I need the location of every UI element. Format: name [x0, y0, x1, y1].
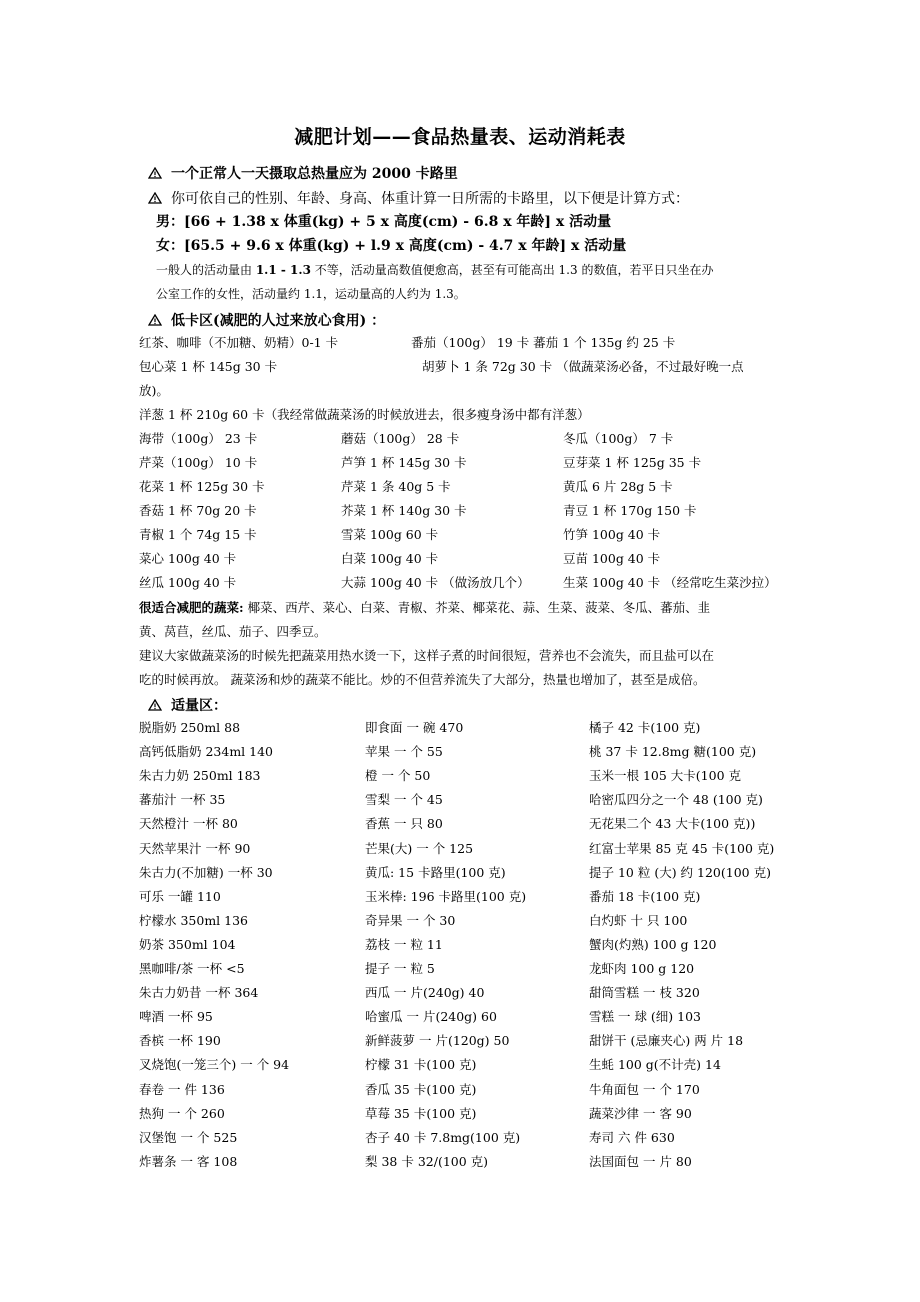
low-cal-item: 冬瓜（100g） 7 卡: [563, 431, 674, 446]
moderate-food-row: [0, 1104, 920, 1128]
moderate-food-item: 蟹肉(灼熟) 100 g 120: [589, 937, 717, 952]
moderate-food-item: 荔枝 一 粒 11: [365, 937, 443, 952]
moderate-food-item: 柠檬 31 卡(100 克): [365, 1057, 477, 1072]
moderate-food-row: [0, 959, 920, 983]
moderate-food-item: 草莓 35 卡(100 克): [365, 1106, 477, 1121]
moderate-food-item: 奶茶 350ml 104: [139, 937, 236, 952]
moderate-food-item: 啤酒 一杯 95: [139, 1009, 213, 1024]
soup-tip: 建议大家做蔬菜汤的时候先把蔬菜用热水烫一下，这样子煮的时间很短，营养也不会流失，而且盐可以在: [139, 648, 715, 663]
recommended-veg-label: 很适合减肥的蔬菜:: [139, 600, 244, 615]
moderate-food-item: 黑咖啡/茶 一杯 <5: [139, 961, 245, 976]
warning-triangle-icon: [148, 699, 162, 711]
low-cal-item: 白菜 100g 40 卡: [341, 551, 439, 566]
moderate-food-item: 梨 38 卡 32/(100 克): [365, 1154, 489, 1169]
low-cal-row: [0, 477, 920, 501]
low-cal-row: [0, 501, 920, 525]
moderate-food-item: 玉米一根 105 大卡(100 克: [589, 768, 742, 783]
moderate-food-item: 无花果二个 43 大卡(100 克)): [589, 816, 756, 831]
moderate-food-item: 甜筒雪糕 一 枝 320: [589, 985, 700, 1000]
moderate-food-row: [0, 983, 920, 1007]
moderate-food-row: [0, 935, 920, 959]
moderate-food-item: 香蕉 一 只 80: [365, 816, 443, 831]
moderate-food-item: 龙虾肉 100 g 120: [589, 961, 695, 976]
activity-note-text: 不等，活动量高数值便愈高，甚至有可能高出 1.3 的数值，若平日只坐在办: [310, 263, 714, 277]
low-cal-row: [0, 573, 920, 597]
low-cal-item: 芹菜 1 条 40g 5 卡: [341, 479, 451, 494]
moderate-food-item: 奇异果 一 个 30: [365, 913, 456, 928]
moderate-food-item: 汉堡饱 一 个 525: [139, 1130, 238, 1145]
low-cal-item: 丝瓜 100g 40 卡: [139, 575, 237, 590]
moderate-food-item: 红富士苹果 85 克 45 卡(100 克): [589, 841, 775, 856]
moderate-food-row: [0, 1007, 920, 1031]
moderate-food-item: 寿司 六 件 630: [589, 1130, 675, 1145]
moderate-food-item: 橙 一 个 50: [365, 768, 431, 783]
moderate-food-item: 春卷 一 件 136: [139, 1082, 225, 1097]
calc-desc-line: [148, 188, 689, 208]
moderate-food-row: [0, 911, 920, 935]
low-cal-item: 洋葱 1 杯 210g 60 卡（我经常做蔬菜汤的时候放进去，很多瘦身汤中都有洋葱）: [139, 407, 590, 422]
moderate-food-row: [0, 742, 920, 766]
low-cal-item: 竹笋 100g 40 卡: [563, 527, 661, 542]
moderate-food-item: 雪梨 一 个 45: [365, 792, 443, 807]
low-cal-item: 生菜 100g 40 卡 （经常吃生菜沙拉）: [563, 575, 777, 590]
moderate-food-item: 番茄 18 卡(100 克): [589, 889, 701, 904]
recommended-veg-line: [139, 598, 710, 616]
low-cal-item: 大蒜 100g 40 卡 （做汤放几个）: [341, 575, 530, 590]
low-cal-row: [0, 429, 920, 453]
moderate-food-item: 香槟 一杯 190: [139, 1033, 221, 1048]
moderate-food-row: [0, 839, 920, 863]
moderate-food-item: 哈密瓜四分之一个 48 (100 克): [589, 792, 763, 807]
low-cal-item: 豆芽菜 1 杯 125g 35 卡: [563, 455, 702, 470]
moderate-food-item: 牛角面包 一 个 170: [589, 1082, 700, 1097]
moderate-food-item: 生蚝 100 g(不计壳) 14: [589, 1057, 721, 1072]
moderate-food-item: 提子 10 粒 (大) 约 120(100 克): [589, 865, 771, 880]
recommended-veg-list-cont: 黄、莴苣，丝瓜、茄子、四季豆。: [139, 624, 327, 639]
moderate-food-item: 朱古力奶 250ml 183: [139, 768, 261, 783]
moderate-food-item: 即食面 一 碗 470: [365, 720, 464, 735]
male-formula: 男：[66 + 1.38 x 体重(kg) + 5 x 高度(cm) - 6.8 x 年龄] x 活动量: [156, 214, 612, 230]
warning-triangle-icon: [148, 314, 162, 326]
low-cal-item: 青椒 1 个 74g 15 卡: [139, 527, 257, 542]
low-cal-item: 芹菜（100g） 10 卡: [139, 455, 258, 470]
moderate-food-item: 白灼虾 十 只 100: [589, 913, 688, 928]
moderate-food-item: 甜饼干 (忌廉夹心) 两 片 18: [589, 1033, 744, 1048]
low-cal-item: 海带（100g） 23 卡: [139, 431, 258, 446]
moderate-food-row: [0, 718, 920, 742]
low-cal-item: 花菜 1 杯 125g 30 卡: [139, 479, 265, 494]
moderate-food-row: [0, 1080, 920, 1104]
moderate-food-item: 法国面包 一 片 80: [589, 1154, 692, 1169]
moderate-food-row: [0, 766, 920, 790]
moderate-food-item: 桃 37 卡 12.8mg 糖(100 克): [589, 744, 757, 759]
low-cal-item: 胡萝卜 1 条 72g 30 卡 （做蔬菜汤必备，不过最好晚一点: [422, 359, 744, 374]
moderate-food-row: [0, 1055, 920, 1079]
moderate-food-item: 高钙低脂奶 234ml 140: [139, 744, 274, 759]
moderate-food-item: 芒果(大) 一 个 125: [365, 841, 474, 856]
moderate-food-item: 炸薯条 一 客 108: [139, 1154, 238, 1169]
soup-tip-cont: 吃的时候再放。 蔬菜汤和炒的蔬菜不能比。炒的不但营养流失了大部分，热量也增加了，甚至是成倍。: [139, 672, 706, 687]
moderate-food-row: [0, 863, 920, 887]
low-cal-item: 番茄（100g） 19 卡 蕃茄 1 个 135g 约 25 卡: [411, 335, 676, 350]
low-cal-item: 红茶、咖啡（不加糖、奶精）0-1 卡: [139, 335, 339, 350]
low-cal-heading: 低卡区(减肥的人过来放心食用) ：: [171, 313, 386, 329]
low-cal-item: 芦笋 1 杯 145g 30 卡: [341, 455, 467, 470]
moderate-food-item: 蕃茄汁 一杯 35: [139, 792, 226, 807]
warning-triangle-icon: [148, 167, 162, 179]
low-cal-item: 黄瓜 6 片 28g 5 卡: [563, 479, 673, 494]
recommended-veg-list: 椰菜、西芹、菜心、白菜、青椒、芥菜、椰菜花、蒜、生菜、菠菜、冬瓜、蕃茄、韭: [243, 600, 711, 615]
moderate-food-item: 叉烧饱(一笼三个) 一 个 94: [139, 1057, 290, 1072]
moderate-food-item: 苹果 一 个 55: [365, 744, 443, 759]
low-cal-item: 青豆 1 杯 170g 150 卡: [563, 503, 697, 518]
moderate-food-item: 天然橙汁 一杯 80: [139, 816, 238, 831]
moderate-food-item: 蔬菜沙律 一 客 90: [589, 1106, 692, 1121]
activity-note-text: 一般人的活动量由: [156, 263, 256, 277]
low-cal-item: 香菇 1 杯 70g 20 卡: [139, 503, 257, 518]
moderate-food-item: 杏子 40 卡 7.8mg(100 克): [365, 1130, 521, 1145]
low-cal-item: 豆苗 100g 40 卡: [563, 551, 661, 566]
moderate-food-item: 西瓜 一 片(240g) 40: [365, 985, 485, 1000]
moderate-heading: 适量区：: [171, 698, 227, 714]
daily-calorie-text: 一个正常人一天摄取总热量应为 2000 卡路里: [171, 166, 458, 182]
moderate-food-item: 哈蜜瓜 一 片(240g) 60: [365, 1009, 497, 1024]
low-cal-row: [0, 549, 920, 573]
moderate-food-item: 香瓜 35 卡(100 克): [365, 1082, 477, 1097]
moderate-food-row: [0, 1152, 920, 1176]
daily-calorie-line: [148, 163, 458, 183]
moderate-heading-line: [148, 695, 227, 715]
activity-range: 1.1 - 1.3: [255, 263, 311, 277]
activity-note-2: 公室工作的女性，活动量约 1.1，运动量高的人约为 1.3。: [156, 287, 466, 301]
moderate-food-row: [0, 814, 920, 838]
moderate-food-row: [0, 887, 920, 911]
moderate-food-item: 天然苹果汁 一杯 90: [139, 841, 251, 856]
moderate-food-item: 橘子 42 卡(100 克): [589, 720, 701, 735]
moderate-food-item: 朱古力奶昔 一杯 364: [139, 985, 259, 1000]
low-cal-row: [0, 453, 920, 477]
low-cal-item: 芥菜 1 杯 140g 30 卡: [341, 503, 467, 518]
moderate-food-item: 可乐 一罐 110: [139, 889, 221, 904]
low-cal-item: 放)。: [139, 383, 169, 398]
moderate-food-item: 提子 一 粒 5: [365, 961, 435, 976]
moderate-food-row: [0, 1128, 920, 1152]
low-cal-row: [0, 525, 920, 549]
moderate-food-item: 朱古力(不加糖) 一杯 30: [139, 865, 273, 880]
moderate-food-item: 热狗 一 个 260: [139, 1106, 225, 1121]
moderate-food-item: 玉米棒: 196 卡路里(100 克): [365, 889, 527, 904]
moderate-food-item: 柠檬水 350ml 136: [139, 913, 249, 928]
calc-desc-text: 你可依自己的性别、年龄、身高、体重计算一日所需的卡路里，以下便是计算方式：: [171, 191, 689, 207]
moderate-food-item: 雪糕 一 球 (细) 103: [589, 1009, 702, 1024]
moderate-food-row: [0, 790, 920, 814]
moderate-food-item: 黄瓜: 15 卡路里(100 克): [365, 865, 506, 880]
low-cal-item: 菜心 100g 40 卡: [139, 551, 237, 566]
low-cal-item: 雪菜 100g 60 卡: [341, 527, 439, 542]
female-formula: 女：[65.5 + 9.6 x 体重(kg) + l.9 x 高度(cm) - 4.7 x 年龄] x 活动量: [156, 238, 627, 254]
moderate-food-item: 脱脂奶 250ml 88: [139, 720, 241, 735]
warning-triangle-icon: [148, 192, 162, 204]
low-cal-heading-line: [148, 310, 385, 330]
activity-note-1: [156, 261, 713, 278]
page-title: 减肥计划——食品热量表、运动消耗表: [294, 126, 626, 148]
low-cal-item: 包心菜 1 杯 145g 30 卡: [139, 359, 278, 374]
moderate-food-row: [0, 1031, 920, 1055]
moderate-food-item: 新鲜菠萝 一 片(120g) 50: [365, 1033, 510, 1048]
low-cal-item: 蘑菇（100g） 28 卡: [341, 431, 460, 446]
